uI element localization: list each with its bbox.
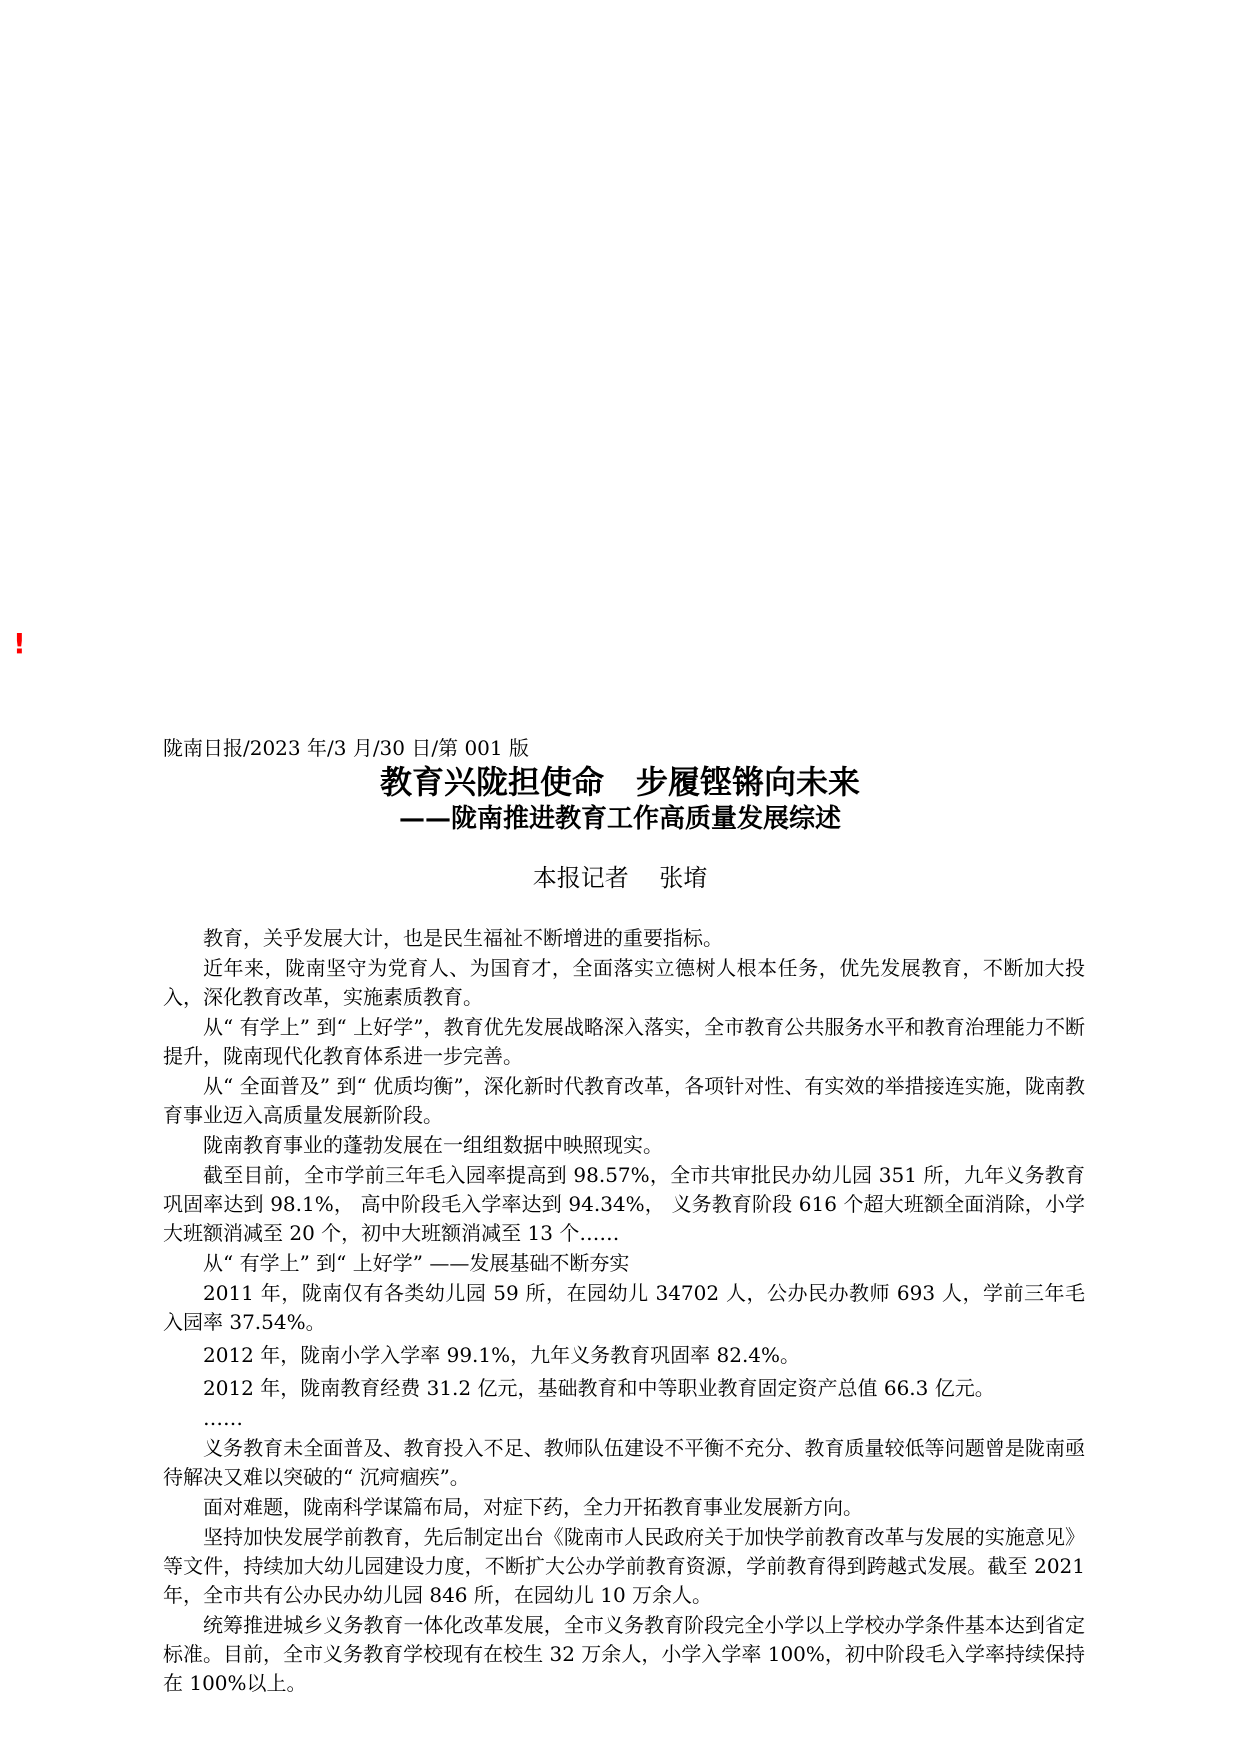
article-byline: 本报记者 张堉 — [532, 864, 708, 892]
article-subtitle: ——陇南推进教育工作高质量发展综述 — [398, 804, 841, 834]
ellipsis-line: …… — [203, 1406, 243, 1430]
paragraph: 从“ 全面普及” 到“ 优质均衡”，深化新时代教育改革，各项针对性、有实效的举措接连实施，陇南教育事业迈入高质量发展新阶段。 — [163, 1074, 1085, 1127]
red-exclamation-mark: ! — [13, 627, 26, 660]
paragraph: 统筹推进城乡义务教育一体化改革发展，全市义务教育阶段完全小学以上学校办学条件基本达到省定标准。目前，全市义务教育学校现有在校生 32 万余人，小学入学率 100%，初中阶段毛入学率持续保持在 100%以上。 — [163, 1613, 1085, 1695]
paragraph: 陇南教育事业的蓬勃发展在一组组数据中映照现实。 — [203, 1133, 663, 1157]
article-title: 教育兴陇担使命 步履铿锵向未来 — [379, 763, 860, 801]
paragraph: 教育，关乎发展大计，也是民生福祉不断增进的重要指标。 — [203, 926, 723, 950]
paragraph: 坚持加快发展学前教育，先后制定出台《陇南市人民政府关于加快学前教育改革与发展的实施意见》等文件，持续加大幼儿园建设力度，不断扩大公办学前教育资源，学前教育得到跨越式发展。截至 2021 年，全市共有公办民办幼儿园 846 所，在园幼儿 10 万余人。 — [163, 1525, 1085, 1607]
paragraph: 2011 年，陇南仅有各类幼儿园 59 所，在园幼儿 34702 人，公办民办教师 693 人，学前三年毛入园率 37.54%。 — [163, 1281, 1085, 1334]
article-body — [163, 924, 1085, 1699]
paragraph: 近年来，陇南坚守为党育人、为国育才，全面落实立德树人根本任务，优先发展教育，不断加大投入，深化教育改革，实施素质教育。 — [163, 956, 1085, 1009]
newspaper-source-line: 陇南日报/2023 年/3 月/30 日/第 001 版 — [163, 736, 529, 760]
paragraph: 面对难题，陇南科学谋篇布局，对症下药，全力开拓教育事业发展新方向。 — [203, 1495, 863, 1519]
paragraph: 2012 年，陇南小学入学率 99.1%，九年义务教育巩固率 82.4%。 — [203, 1343, 801, 1367]
paragraph: 2012 年，陇南教育经费 31.2 亿元，基础教育和中等职业教育固定资产总值 66.3 亿元。 — [203, 1376, 995, 1400]
paragraph: 截至目前，全市学前三年毛入园率提高到 98.57%，全市共审批民办幼儿园 351 所，九年义务教育巩固率达到 98.1%， 高中阶段毛入学率达到 94.34%， 义务教育阶段 616 个超大班额全面消除，小学大班额消减至 20 个，初中大班额消减至 13 个…… — [163, 1163, 1085, 1245]
paragraph: 义务教育未全面普及、教育投入不足、教师队伍建设不平衡不充分、教育质量较低等问题曾是陇南亟待解决又难以突破的“ 沉疴痼疾”。 — [163, 1436, 1085, 1489]
section-heading: 从“ 有学上” 到“ 上好学” ——发展基础不断夯实 — [203, 1251, 630, 1275]
paragraph: 从“ 有学上” 到“ 上好学”，教育优先发展战略深入落实，全市教育公共服务水平和教育治理能力不断提升，陇南现代化教育体系进一步完善。 — [163, 1015, 1085, 1068]
